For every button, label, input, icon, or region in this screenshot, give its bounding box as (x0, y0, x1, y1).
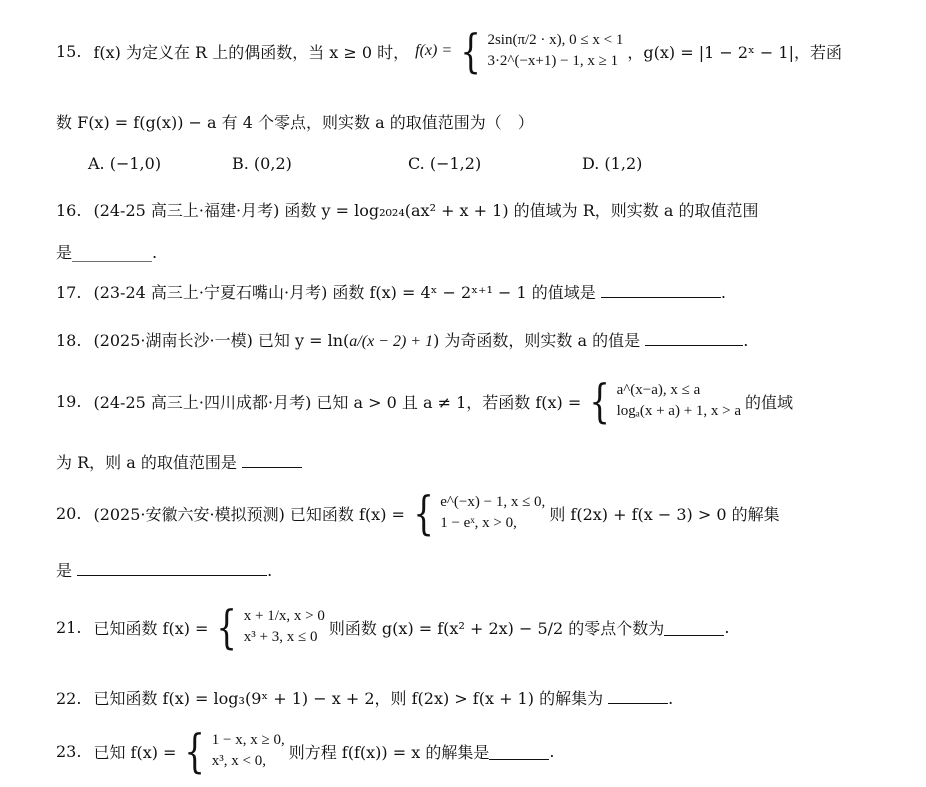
q15-line1 (56, 24, 842, 78)
q15-piecewise (456, 24, 624, 78)
q17-tail: . (720, 283, 726, 302)
q18-tail: . (743, 331, 749, 350)
q23-tail: . (549, 741, 555, 761)
q21-line1 (56, 600, 730, 654)
q20-cases (440, 494, 545, 532)
q21-number: 21. (56, 617, 82, 637)
q18-answer-blank[interactable] (645, 329, 743, 346)
q21-text-a: 已知函数 f(x) = (93, 618, 209, 638)
q23-text-b: 则方程 f(f(x)) = x 的解集是 (288, 742, 490, 762)
q23-line1 (56, 724, 555, 778)
q22-answer-blank[interactable] (608, 687, 668, 704)
q21-text-b: 则函数 g(x) = f(x² + 2x) − 5/2 的零点个数为 (328, 618, 665, 638)
q18-text-a: (2025·湖南长沙·一模) 已知 y = ln( (93, 331, 350, 350)
q15-case1: 2sin(π/2 · x), 0 ≤ x < 1 (487, 32, 624, 48)
q15-fx-label: f(x) = (415, 42, 453, 59)
q20-case1: e^(−x) − 1, x ≤ 0, (440, 494, 546, 510)
q23-case1: 1 − x, x ≥ 0, (211, 732, 285, 748)
q21-case2: x³ + 3, x ≤ 0 (243, 629, 318, 645)
q23-text-a: 已知 f(x) = (93, 742, 177, 762)
q20-line1 (56, 486, 780, 540)
q16-line1 (56, 198, 759, 221)
q18-frac: a/(x − 2) + 1 (349, 333, 434, 350)
q15-cases (487, 32, 623, 70)
left-brace-icon: { (413, 486, 434, 540)
q17-text: (23-24 高三上·宁夏石嘴山·月考) 函数 f(x) = 4ˣ − 2ˣ⁺¹ − 1 的值域是 (93, 283, 596, 302)
q22-text: 已知函数 f(x) = log₃(9ˣ + 1) − x + 2，则 f(2x) > f(x + 1) 的解集为 (93, 689, 604, 708)
left-brace-icon: { (216, 600, 238, 654)
q21-tail: . (724, 617, 730, 637)
q20-tail: . (267, 561, 273, 580)
q23-answer-blank[interactable] (489, 743, 549, 760)
q20-text-a: (2025·安徽六安·模拟预测) 已知函数 f(x) = (93, 504, 405, 524)
left-brace-icon: { (460, 24, 482, 78)
q18-line1 (56, 328, 748, 351)
q19-case1: a^(x−a), x ≤ a (616, 382, 701, 398)
q20-piecewise (409, 486, 546, 540)
q22-number: 22. (56, 689, 82, 708)
q20-case2: 1 − eˣ, x > 0, (440, 515, 517, 531)
q20-text-b: 则 f(2x) + f(x − 3) > 0 的解集 (549, 504, 780, 524)
q19-text-line2: 为 R，则 a 的取值范围是 (56, 453, 237, 472)
q19-text-a: (24-25 高三上·四川成都·月考) 已知 a > 0 且 a ≠ 1，若函数 f(x) = (93, 392, 582, 412)
q18-text-b: ) 为奇函数，则实数 a 的值是 (433, 331, 641, 350)
q18-number: 18. (56, 331, 82, 350)
q20-number: 20. (56, 503, 82, 523)
q21-cases (244, 608, 325, 646)
q23-piecewise (180, 724, 285, 778)
q19-piecewise (585, 374, 742, 428)
q15-line2: 数 F(x) = f(g(x)) − a 有 4 个零点，则实数 a 的取值范围为（ ） (56, 113, 534, 132)
q17-answer-blank[interactable] (601, 281, 721, 298)
q19-number: 19. (56, 391, 82, 411)
q21-piecewise (212, 600, 325, 654)
q22-line1 (56, 686, 673, 709)
q15-text-a: f(x) 为定义在 R 上的偶函数，当 x ≥ 0 时， (93, 42, 410, 62)
q15-option-d[interactable]: D. (1,2) (582, 154, 643, 173)
q19-line2 (56, 450, 302, 473)
q19-text-b: 的值域 (745, 392, 794, 412)
left-brace-icon: { (589, 374, 611, 428)
q17-number: 17. (56, 283, 82, 302)
q15-case2: 3·2^(−x+1) − 1, x ≥ 1 (487, 53, 619, 69)
q19-line1 (56, 374, 794, 428)
q16-line2: 是__________. (56, 243, 158, 262)
q21-answer-blank[interactable] (664, 619, 724, 636)
q20-line2 (56, 558, 272, 581)
q15-option-b[interactable]: B. (0,2) (232, 154, 292, 173)
q20-answer-blank[interactable] (77, 559, 267, 576)
q15-number: 15. (56, 41, 82, 61)
q23-case2: x³, x < 0, (211, 753, 266, 769)
q19-answer-blank[interactable] (242, 451, 302, 468)
q21-case1: x + 1/x, x > 0 (243, 608, 325, 624)
q19-cases (617, 382, 741, 420)
q23-cases (212, 732, 285, 770)
q15-option-a[interactable]: A. (−1,0) (88, 154, 162, 173)
q15-text-b: ，g(x) = |1 − 2ˣ − 1|，若函 (627, 42, 842, 62)
q17-line1 (56, 280, 726, 303)
q20-text-line2: 是 (56, 561, 73, 580)
q22-tail: . (668, 689, 674, 708)
q16-number: 16. (56, 201, 82, 220)
q16-text: (24-25 高三上·福建·月考) 函数 y = log₂₀₂₄(ax² + x + 1) 的值域为 R，则实数 a 的取值范围 (93, 201, 759, 220)
q15-option-c[interactable]: C. (−1,2) (408, 154, 482, 173)
q23-number: 23. (56, 741, 82, 761)
q19-case2: logₐ(x + a) + 1, x > a (616, 403, 742, 419)
left-brace-icon: { (184, 724, 206, 778)
